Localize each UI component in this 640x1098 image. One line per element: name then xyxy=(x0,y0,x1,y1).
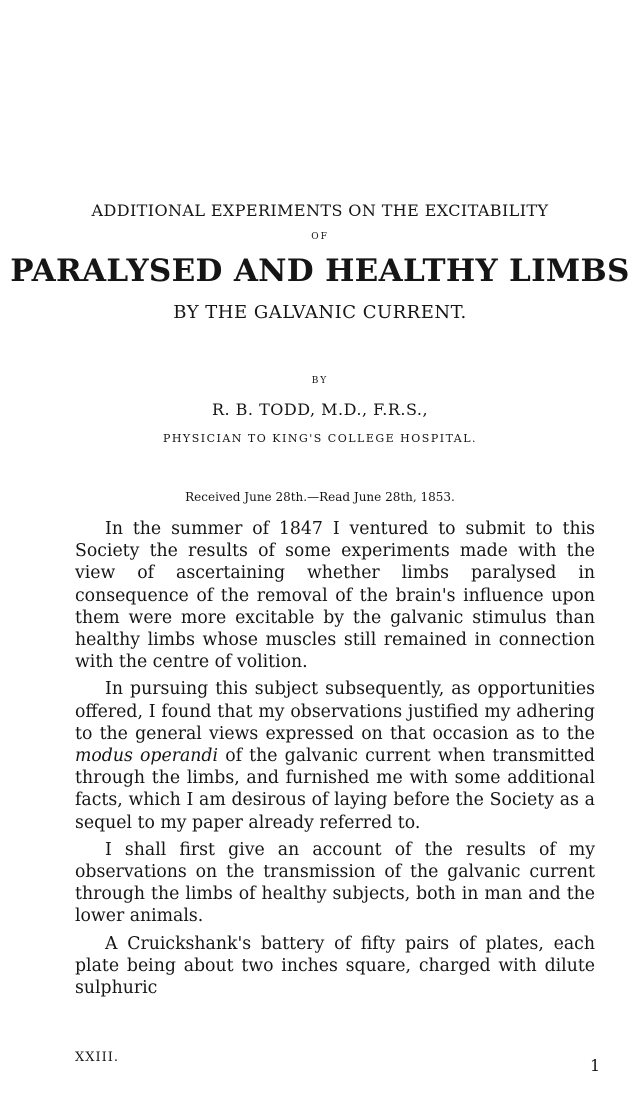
signature-mark: XXIII. xyxy=(75,1050,120,1065)
body-text xyxy=(75,518,595,999)
page-number: 1 xyxy=(590,1056,601,1075)
main-title: PARALYSED AND HEALTHY LIMBS xyxy=(10,253,630,289)
paragraph-2-italic: modus operandi xyxy=(75,746,219,767)
paragraph-2-end: of the galvanic current when transmitted through the limbs, and furnished me with some additional facts, which I am desirous of laying before the Society as a sequel to my paper already referred to. xyxy=(75,746,595,833)
title-of: OF xyxy=(311,232,329,242)
paragraph-4: A Cruickshank's battery of fifty pairs of plates, each plate being about two inches square, charged with dilute sulphuric xyxy=(75,933,595,999)
paragraph-3: I shall first give an account of the results of my observations on the transmission of the galvanic current through the limbs of healthy subjects, both in man and the lower animals. xyxy=(75,839,595,927)
paragraph-1: In the summer of 1847 I ventured to submit to this Society the results of some experiments made with the view of ascertaining whether limbs paralysed in consequence of the removal of the brain's influence upon them were more excitable by the galvanic stimulus than healthy limbs whose muscles still remained in connection with the centre of volition. xyxy=(75,519,595,673)
received-date: Received June 28th.—Read June 28th, 1853. xyxy=(185,490,455,504)
byline-by: BY xyxy=(311,376,329,386)
title-line-3: BY THE GALVANIC CURRENT. xyxy=(173,302,467,323)
paragraph-2-start: In pursuing this subject subsequently, as opportunities offered, I found that my observations justified my adhering to the general views expressed on that occasion as to the xyxy=(75,679,595,744)
author-name: R. B. TODD, M.D., F.R.S., xyxy=(211,400,429,419)
title-line-1: ADDITIONAL EXPERIMENTS ON THE EXCITABILITY xyxy=(91,201,549,220)
author-position: PHYSICIAN TO KING'S COLLEGE HOSPITAL. xyxy=(162,432,478,445)
paragraph-2 xyxy=(75,678,595,833)
